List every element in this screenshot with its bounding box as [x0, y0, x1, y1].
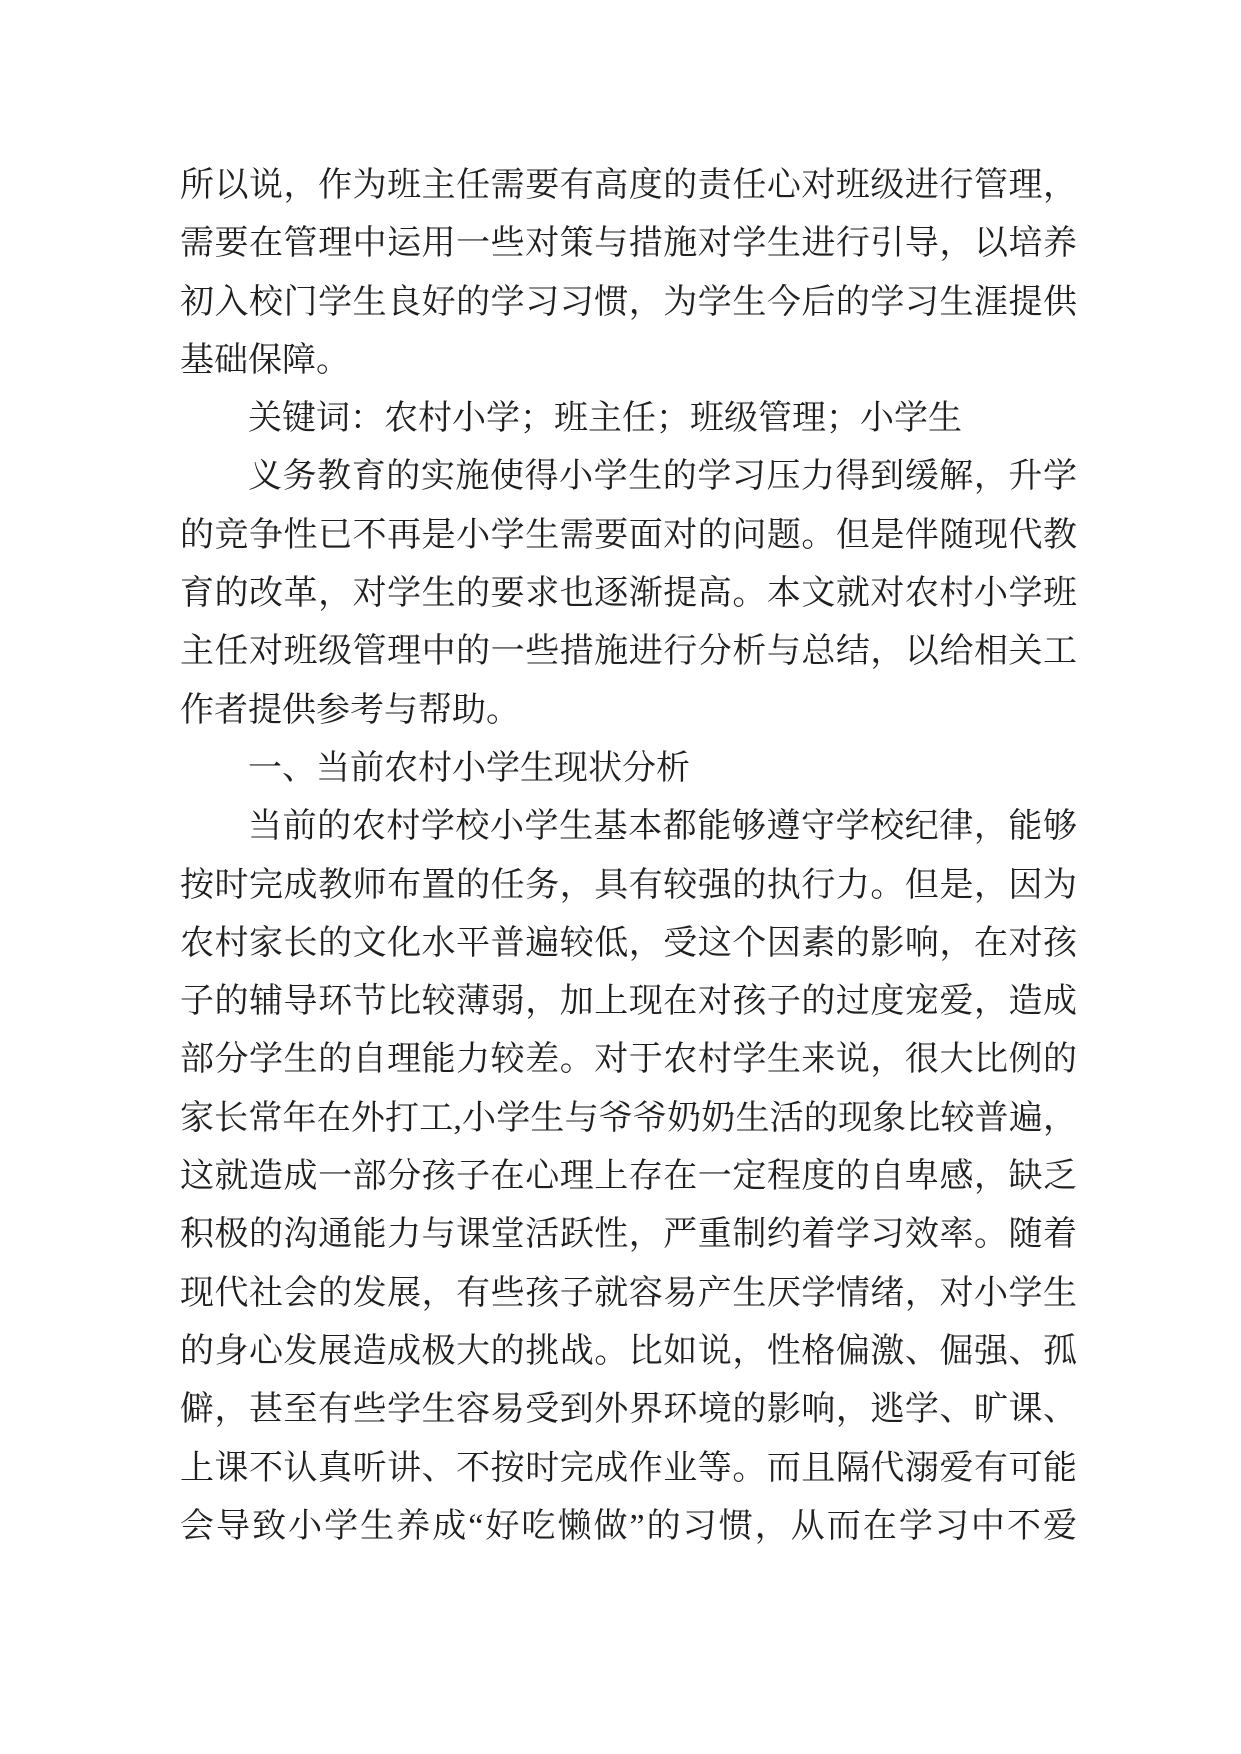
text-line: 家长常年在外打工,小学生与爷爷奶奶生活的现象比较普遍， [180, 1099, 1077, 1137]
text-line: 作者提供参考与帮助。 [180, 691, 520, 729]
text-line: 义务教育的实施使得小学生的学习压力得到缓解，升学 [248, 458, 1077, 496]
section-heading-1 [180, 740, 1077, 798]
section-heading-line: 一、当前农村小学生现状分析 [248, 749, 690, 787]
text-line: 当前的农村学校小学生基本都能够遵守学校纪律，能够 [248, 808, 1077, 846]
paragraph-introduction [180, 448, 1077, 739]
text-line: 现代社会的发展，有些孩子就容易产生厌学情绪，对小学生 [180, 1274, 1077, 1312]
paragraph-section-1-body [180, 798, 1077, 1556]
keywords-line: 关键词：农村小学；班主任；班级管理；小学生 [248, 400, 962, 438]
text-line: 上课不认真听讲、不按时完成作业等。而且隔代溺爱有可能 [180, 1449, 1077, 1487]
text-line: 农村家长的文化水平普遍较低，受这个因素的影响，在对孩 [180, 924, 1077, 962]
text-line: 的竞争性已不再是小学生需要面对的问题。但是伴随现代教 [180, 516, 1077, 554]
text-line: 基础保障。 [180, 341, 350, 379]
text-line: 按时完成教师布置的任务，具有较强的执行力。但是，因为 [180, 866, 1077, 904]
text-line: 这就造成一部分孩子在心理上存在一定程度的自卑感，缺乏 [180, 1158, 1077, 1196]
text-line: 所以说，作为班主任需要有高度的责任心对班级进行管理， [180, 167, 1077, 204]
document-body [180, 157, 1077, 1556]
text-line: 需要在管理中运用一些对策与措施对学生进行引导，以培养 [180, 225, 1077, 263]
text-line: 僻，甚至有些学生容易受到外界环境的影响，逃学、旷课、 [180, 1391, 1077, 1429]
text-line: 部分学生的自理能力较差。对于农村学生来说，很大比例的 [180, 1041, 1077, 1079]
text-line: 积极的沟通能力与课堂活跃性，严重制约着学习效率。随着 [180, 1216, 1077, 1254]
paragraph-abstract-continuation [180, 157, 1077, 390]
text-line: 主任对班级管理中的一些措施进行分析与总结，以给相关工 [180, 633, 1077, 671]
text-line: 育的改革，对学生的要求也逐渐提高。本文就对农村小学班 [180, 575, 1077, 613]
text-line: 会导致小学生养成“好吃懒做”的习惯，从而在学习中不爱 [180, 1507, 1077, 1545]
text-line: 子的辅导环节比较薄弱，加上现在对孩子的过度宠爱，造成 [180, 983, 1077, 1021]
text-line: 初入校门学生良好的学习习惯，为学生今后的学习生涯提供 [180, 283, 1077, 321]
paragraph-keywords [180, 390, 1077, 448]
text-line: 的身心发展造成极大的挑战。比如说，性格偏激、倔强、孤 [180, 1332, 1077, 1370]
